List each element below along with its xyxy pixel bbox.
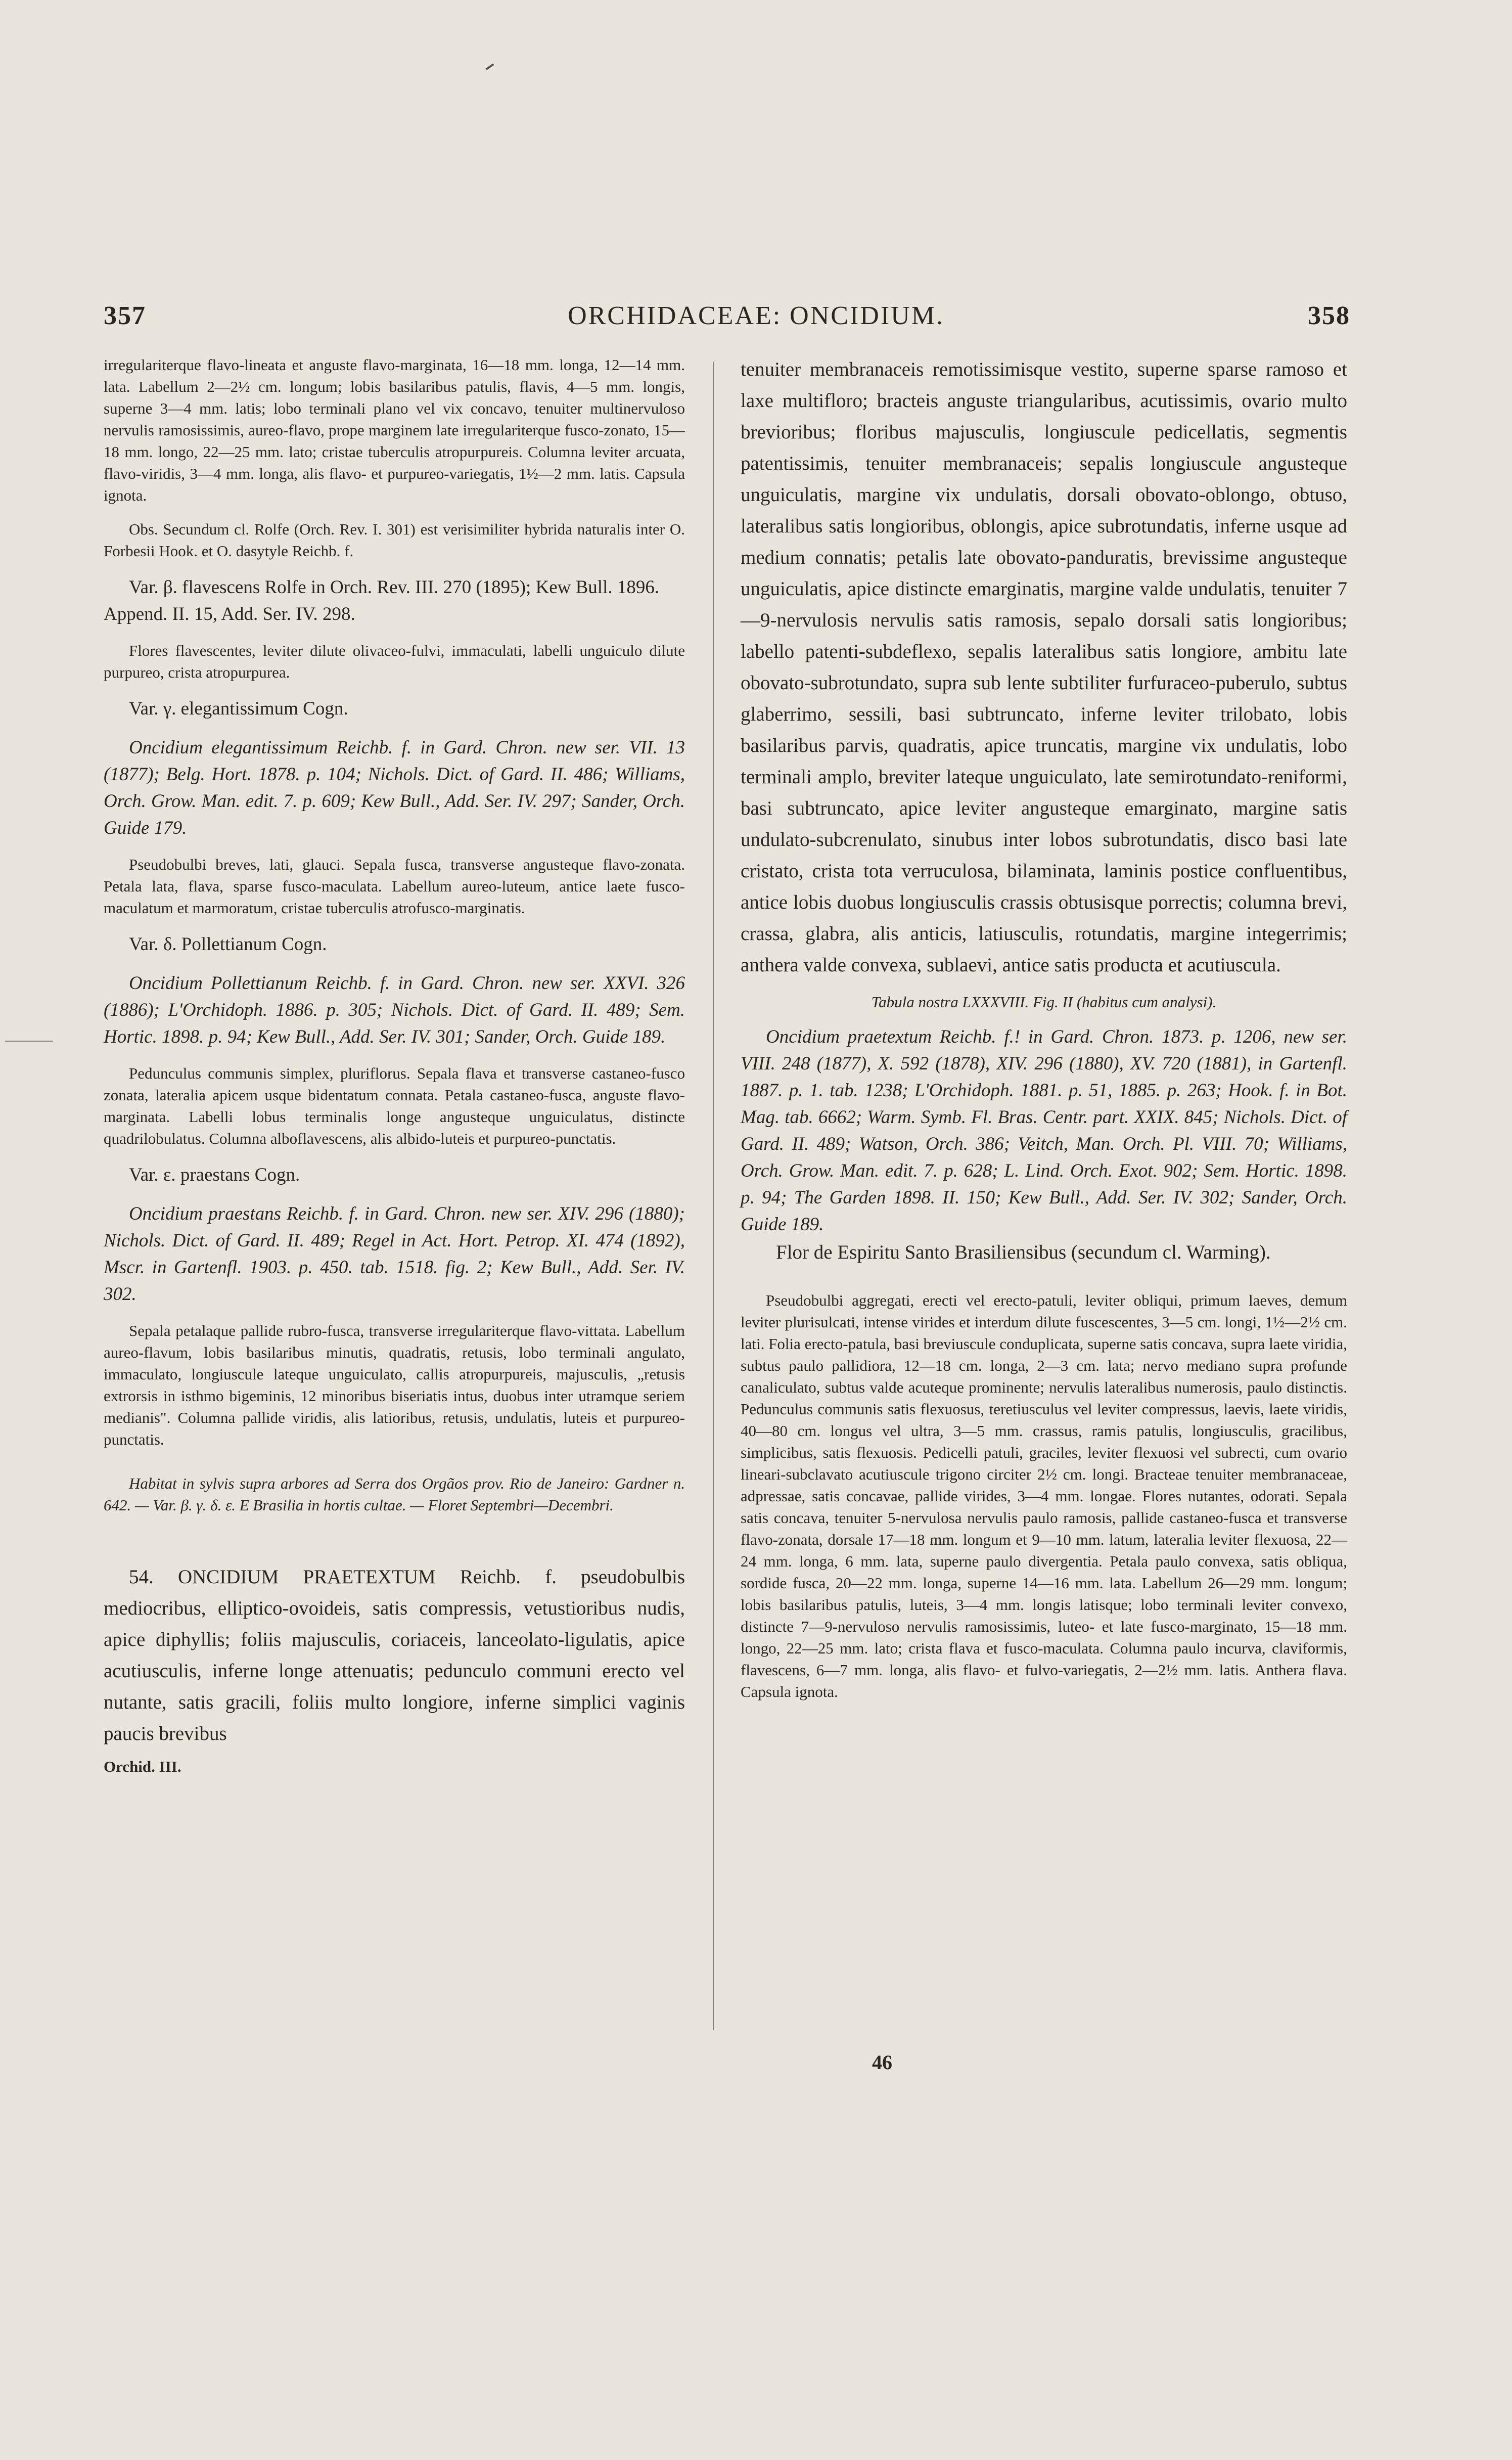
habitat-paragraph: Habitat in sylvis supra arbores ad Serra dos Orgãos prov. Rio de Janeiro: Gardner n. 642. — Var. β. γ. δ. ε. E Brasilia in hortis cultae. — Floret Septembri—Decembri. [104,1474,685,1514]
vernacular-name: Flor de Espiritu Santo Brasiliensibus (secundum cl. Warming). [776,1241,1271,1263]
right-column [741,354,1347,1703]
variety-delta-heading: Var. δ. Pollettianum Cogn. [129,934,327,955]
paragraph-description-cont: irregulariterque flavo-lineata et anguste flavo-marginata, 16—18 mm. longa, 12—14 mm. lata. Labellum 2—2½ cm. longum; lobis basilaribus patulis, flavis, 4—5 mm. longis, superne 3—4 mm. latis; lobo terminali plano vel vix concavo, tenuiter multinervuloso nervulis ramosissimis, aureo-flavo, prope marginem late irregulariterque fusco-zonato, 15—18 mm. longo, 22—25 mm. lato; cristae tuberculis atropurpureis. Columna leviter arcuata, flavo-viridis, 3—4 mm. longa, alis flavo- et purpureo-variegatis, 1½—2 mm. latis. Capsula ignota. [104,356,685,504]
column-divider [713,362,714,2030]
species-description: Pseudobulbi aggregati, erecti vel erecto-patuli, leviter obliqui, primum laeves, demum leviter plurisulcati, intense virides et interdum dilute fuscescentes, 3—5 cm. longi, 1½—2½ cm. lati. Folia erecto-patula, basi breviuscule conduplicata, superne satis concava, supra laete viridia, subtus paulo pallidiora, 12—18 cm. longa, 2—3 cm. lata; nervo mediano supra profunde canaliculato, subtus valde acuteque prominente; nervulis lateralibus numerosis, paulo distinctis. Pedunculus communis satis flexuosus, teretiusculus vel leviter compressus, laevis, laete viridis, 40—80 cm. longus vel ultra, 3—5 mm. crassus, ramis patulis, longiusculis, gracilibus, simplicibus, satis flexuosis. Pedicelli patuli, graciles, leviter flexuosi vel subrecti, cum ovario lineari-subclavato acutiuscule trigono circiter 2½ cm. longi. Bracteae tenuiter membranaceae, adpressae, satis concavae, pallide virides, 3—4 mm. longae. Flores nutantes, odorati. Sepala satis concava, tenuiter 5-nervulosa nervulis paulo ramosis, pallide castaneo-fusca et transverse flavo-zonata, dorsale 17—18 mm. longum et 9—10 mm. latum, lateralia leviter flexuosa, 22—24 mm. longa, 6 mm. lata, superne paulo divergentia. Petala paulo convexa, satis obliqua, sordide fusca, 20—22 mm. longa, superne 14—16 mm. lata. Labellum 26—29 mm. longum; lobis basilaribus patulis, luteis, 3—4 mm. longis latisque; lobo terminali leviter convexo, distincte 7—9-nervuloso nervulis ramosissimis, luteo- et late fusco-marginato, 15—18 mm. longo, 22—25 mm. lato; crista flava et fusco-maculata. Columna paulo incurva, claviformis, flavescens, 6—7 mm. longa, alis flavo- et fulvo-variegatis, 2—2½ mm. latis. Anthera flava. Capsula ignota. [741,1291,1347,1701]
right-page-number: 358 [1308,301,1350,330]
variety-gamma-citations: Oncidium elegantissimum Reichb. f. in Gard. Chron. new ser. VII. 13 (1877); Belg. Hort. 1878. p. 104; Nichols. Dict. of Gard. II. 486; Williams, Orch. Grow. Man. edit. 7. p. 609; Kew Bull., Add. Ser. IV. 297; Sander, Orch. Guide 179. [104,737,685,838]
footer-page-number: 46 [872,2051,892,2074]
variety-gamma-heading: Var. γ. elegantissimum Cogn. [129,698,348,719]
variety-beta-description: Flores flavescentes, leviter dilute olivaceo-fulvi, immaculati, labelli unguiculo dilute purpureo, crista atropurpurea. [104,642,685,681]
stray-mark [485,63,494,70]
left-page-number: 357 [104,301,146,330]
variety-delta-description: Pedunculus communis simplex, pluriflorus. Sepala flava et transverse castaneo-fusco zonata, lateralia apicem usque bidentatum connata. Petala castaneo-fusca, anguste flavo-marginata. Labelli lobus terminalis longe angusteque unguiculatus, distincte quadrilobulatus. Columna alboflavescens, alis albido-luteis et purpureo-punctatis. [104,1064,685,1147]
variety-beta-heading: Var. β. flavescens Rolfe in Orch. Rev. III. 270 (1895); Kew Bull. 1896. Append. II. 15, Add. Ser. IV. 298. [104,577,660,624]
species-citations: Oncidium praetextum Reichb. f.! in Gard. Chron. 1873. p. 1206, new ser. VIII. 248 (1877), X. 592 (1878), XIV. 296 (1880), XV. 720 (1881), in Gartenfl. 1887. p. 1. tab. 1238; L'Orchidoph. 1881. p. 51, 1885. p. 263; Hook. f. in Bot. Mag. tab. 6662; Warm. Symb. Fl. Bras. Centr. part. XXIX. 845; Nichols. Dict. of Gard. II. 489; Watson, Orch. 386; Veitch, Man. Orch. Pl. VIII. 70; Williams, Orch. Grow. Man. edit. 7. p. 628; L. Lind. Orch. Exot. 902; Sem. Hortic. 1898. p. 94; The Garden 1898. II. 150; Kew Bull., Add. Ser. IV. 302; Sander, Orch. Guide 189. [741,1026,1347,1235]
variety-delta-citations: Oncidium Pollettianum Reichb. f. in Gard. Chron. new ser. XXVI. 326 (1886); L'Orchidoph. 1886. p. 305; Nichols. Dict. of Gard. II. 489; Sem. Hortic. 1898. p. 94; Kew Bull., Add. Ser. IV. 301; Sander, Orch. Guide 189. [104,973,685,1047]
margin-rule [5,1041,53,1042]
species-54-diagnosis: 54. ONCIDIUM PRAETEXTUM Reichb. f. pseudobulbis mediocribus, elliptico-ovoideis, satis compressis, vetustioribus nudis, apice diphyllis; foliis majusculis, coriaceis, lanceolato-ligulatis, apice acutiusculis, inferne longe attenuatis; pedunculo communi erecto vel nutante, satis gracili, foliis multo longiore, inferne simplici vaginis paucis brevibus [104,1566,685,1745]
variety-epsilon-heading: Var. ε. praestans Cogn. [129,1165,300,1185]
diagnosis-continuation: tenuiter membranaceis remotissimisque vestito, superne sparse ramoso et laxe multifloro; bracteis anguste triangularibus, acutissimis, ovario multo brevioribus; floribus majusculis, longiuscule pedicellatis, segmentis patentissimis, tenuiter membranaceis; sepalis longiuscule angusteque unguiculatis, margine vix undulatis, dorsali obovato-oblongo, obtuso, lateralibus satis longioribus, oblongis, apice subrotundatis, inferne usque ad medium connatis; petalis late obovato-panduratis, brevissime angusteque unguiculatis, apice distincte emarginatis, margine valde undulatis, tenuiter 7—9-nervulosis nervulis satis ramosis, sepalo dorsali satis longioribus; labello patenti-subdeflexo, sepalis lateralibus satis longiore, ambitu late obovato-subrotundato, supra sub lente subtiliter furfuraceo-puberulo, subtus glaberrimo, sessili, basi subtruncato, inferne leviter trilobato, lobis basilaribus parvis, quadratis, apice truncatis, margine vix undulatis, lobo terminali amplo, breviter lateque unguiculato, late semirotundato-reniformi, basi subtruncato, apice leviter angusteque emarginato, margine satis undulato-subcrenulato, sinubus inter lobos subrotundatis, disco basi late cristato, crista tota verruculosa, bilaminata, laminis postice confluentibus, antice lobis duobus longiusculis crassis obtusisque porrectis; columna brevi, crassa, glabra, alis anticis, latiusculis, rotundatis, margine integerrimis; anthera valde convexa, sublaevi, antice satis producta et acutiuscula. [741,359,1347,976]
left-column [104,354,685,1776]
variety-epsilon-citations: Oncidium praestans Reichb. f. in Gard. Chron. new ser. XIV. 296 (1880); Nichols. Dict. of Gard. II. 489; Regel in Act. Hort. Petrop. XI. 474 (1892), Mscr. in Gartenfl. 1903. p. 450. tab. 1518. fig. 2; Kew Bull., Add. Ser. IV. 302. [104,1203,685,1305]
running-header-title: ORCHIDACEAE: ONCIDIUM. [568,301,944,330]
variety-epsilon-description: Sepala petalaque pallide rubro-fusca, transverse irregulariterque flavo-vittata. Labellum aureo-flavum, lobis basilaribus minutis, quadratis, retusis, lobo terminali angulato, immaculato, longiuscule lateque unguiculato, callis atropurpureis, majusculis, „retusis extrorsis in isthmo bigeminis, 12 minoribus biseriatis intus, duobus inter utramque seriem medianis". Columna pallide viridis, alis latioribus, retusis, undulatis, luteis et purpureo-punctatis. [104,1322,685,1448]
variety-gamma-description: Pseudobulbi breves, lati, glauci. Sepala fusca, transverse angusteque flavo-zonata. Petala lata, flava, sparse fusco-maculata. Labellum aureo-luteum, antice laete fusco-maculatum et marmoratum, cristae tuberculis atrofusco-marginatis. [104,856,685,917]
plate-reference: Tabula nostra LXXXVIII. Fig. II (habitus cum analysi). [871,993,1217,1011]
signature-mark: Orchid. III. [104,1758,181,1775]
paragraph-obs: Obs. Secundum cl. Rolfe (Orch. Rev. I. 301) est verisimiliter hybrida naturalis inter O. Forbesii Hook. et O. dasytyle Reichb. f. [104,520,685,560]
